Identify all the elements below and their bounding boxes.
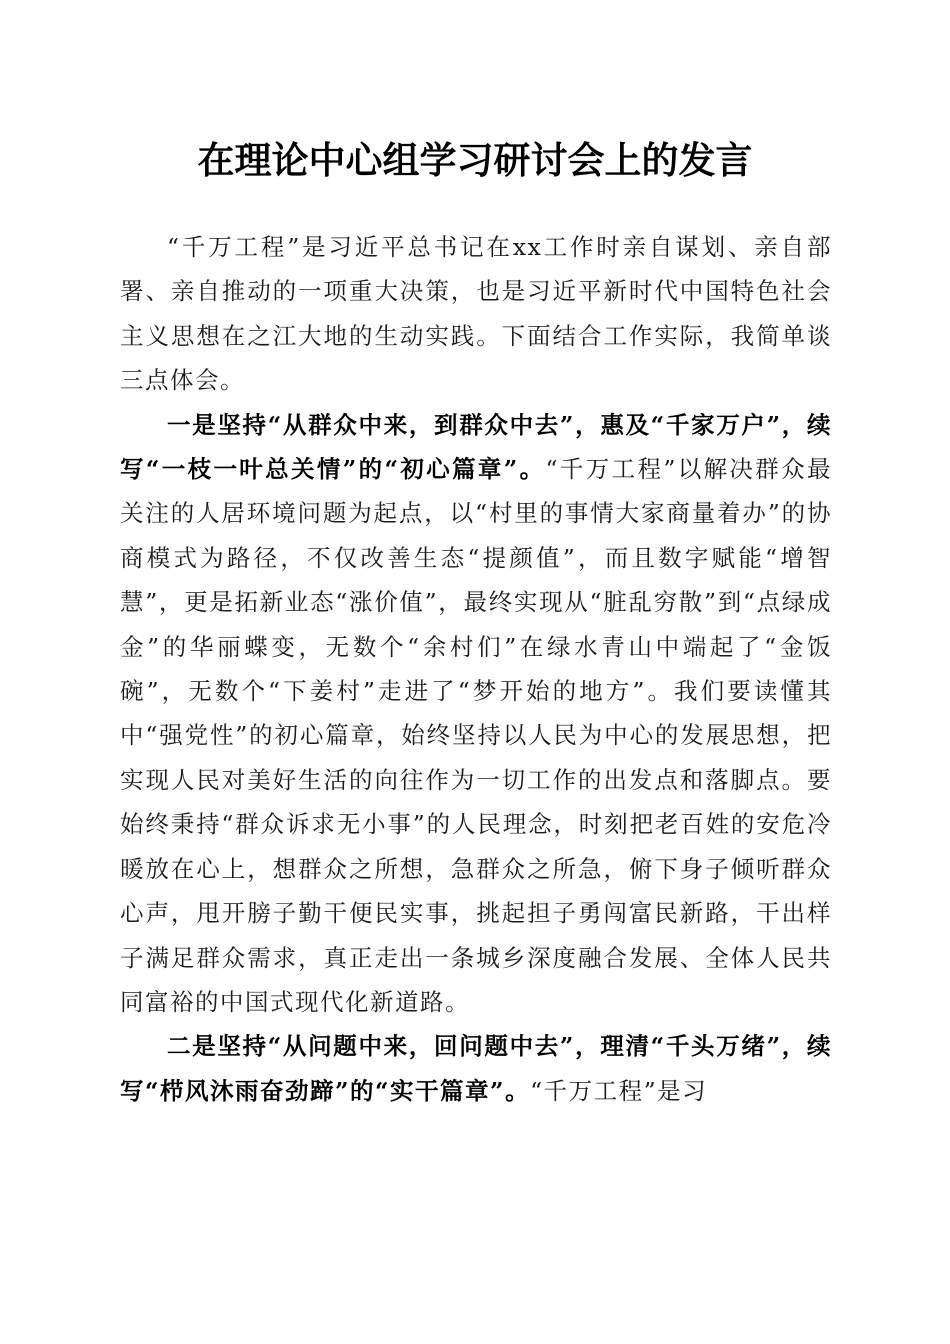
- paragraph-text: “千万工程”是习近平总书记在xx工作时亲自谋划、亲自部署、亲自推动的一项重大决策，也是习近平新时代中国特色社会主义思想在之江大地的生动实践。下面结合工作实际，我简单谈三点体会。: [120, 233, 832, 395]
- paragraph-text: “千万工程”以解决群众最关注的人居环境问题为起点，以“村里的事情大家商量着办”的协商模式为路径，不仅改善生态“提颜值”，而且数字赋能“增智慧”，更是拓新业态“涨价值”，最终实现从“脏乱穷散”到“点绿成金”的华丽蝶变，无数个“余村们”在绿水青山中端起了“金饭碗”，无数个“下姜村”走进了“梦开始的地方”。我们要读懂其中“强党性”的初心篇章，始终坚持以人民为中心的发展思想，把实现人民对美好生活的向往作为一切工作的出发点和落脚点。要始终秉持“群众诉求无小事”的人民理念，时刻把老百姓的安危冷暖放在心上，想群众之所想，急群众之所急，俯下身子倾听群众心声，甩开膀子勤干便民实事，挑起担子勇闯富民新路，干出样子满足群众需求，真正走出一条城乡深度融合发展、全体人民共同富裕的中国式现代化新道路。: [120, 455, 833, 1016]
- paragraph-text: “千万工程”是习: [530, 1076, 708, 1105]
- document-title: 在理论中心组学习研讨会上的发言: [197, 138, 753, 182]
- paragraph-lead-heading: 二是坚持“从问题中来，回问题中去”，理清“千头万绪”，续写“栉风沐雨奋劲蹄”的“实干篇章”。: [120, 1032, 832, 1105]
- document-body: [120, 225, 832, 1113]
- paragraph-lead-heading: 一是坚持“从群众中来，到群众中去”，惠及“千家万户”，续写“一枝一叶总关情”的“初心篇章”。: [120, 410, 832, 484]
- paragraph-intro: [120, 225, 832, 403]
- paragraph-point-two: [120, 1024, 832, 1113]
- paragraph-point-one: [120, 403, 832, 1025]
